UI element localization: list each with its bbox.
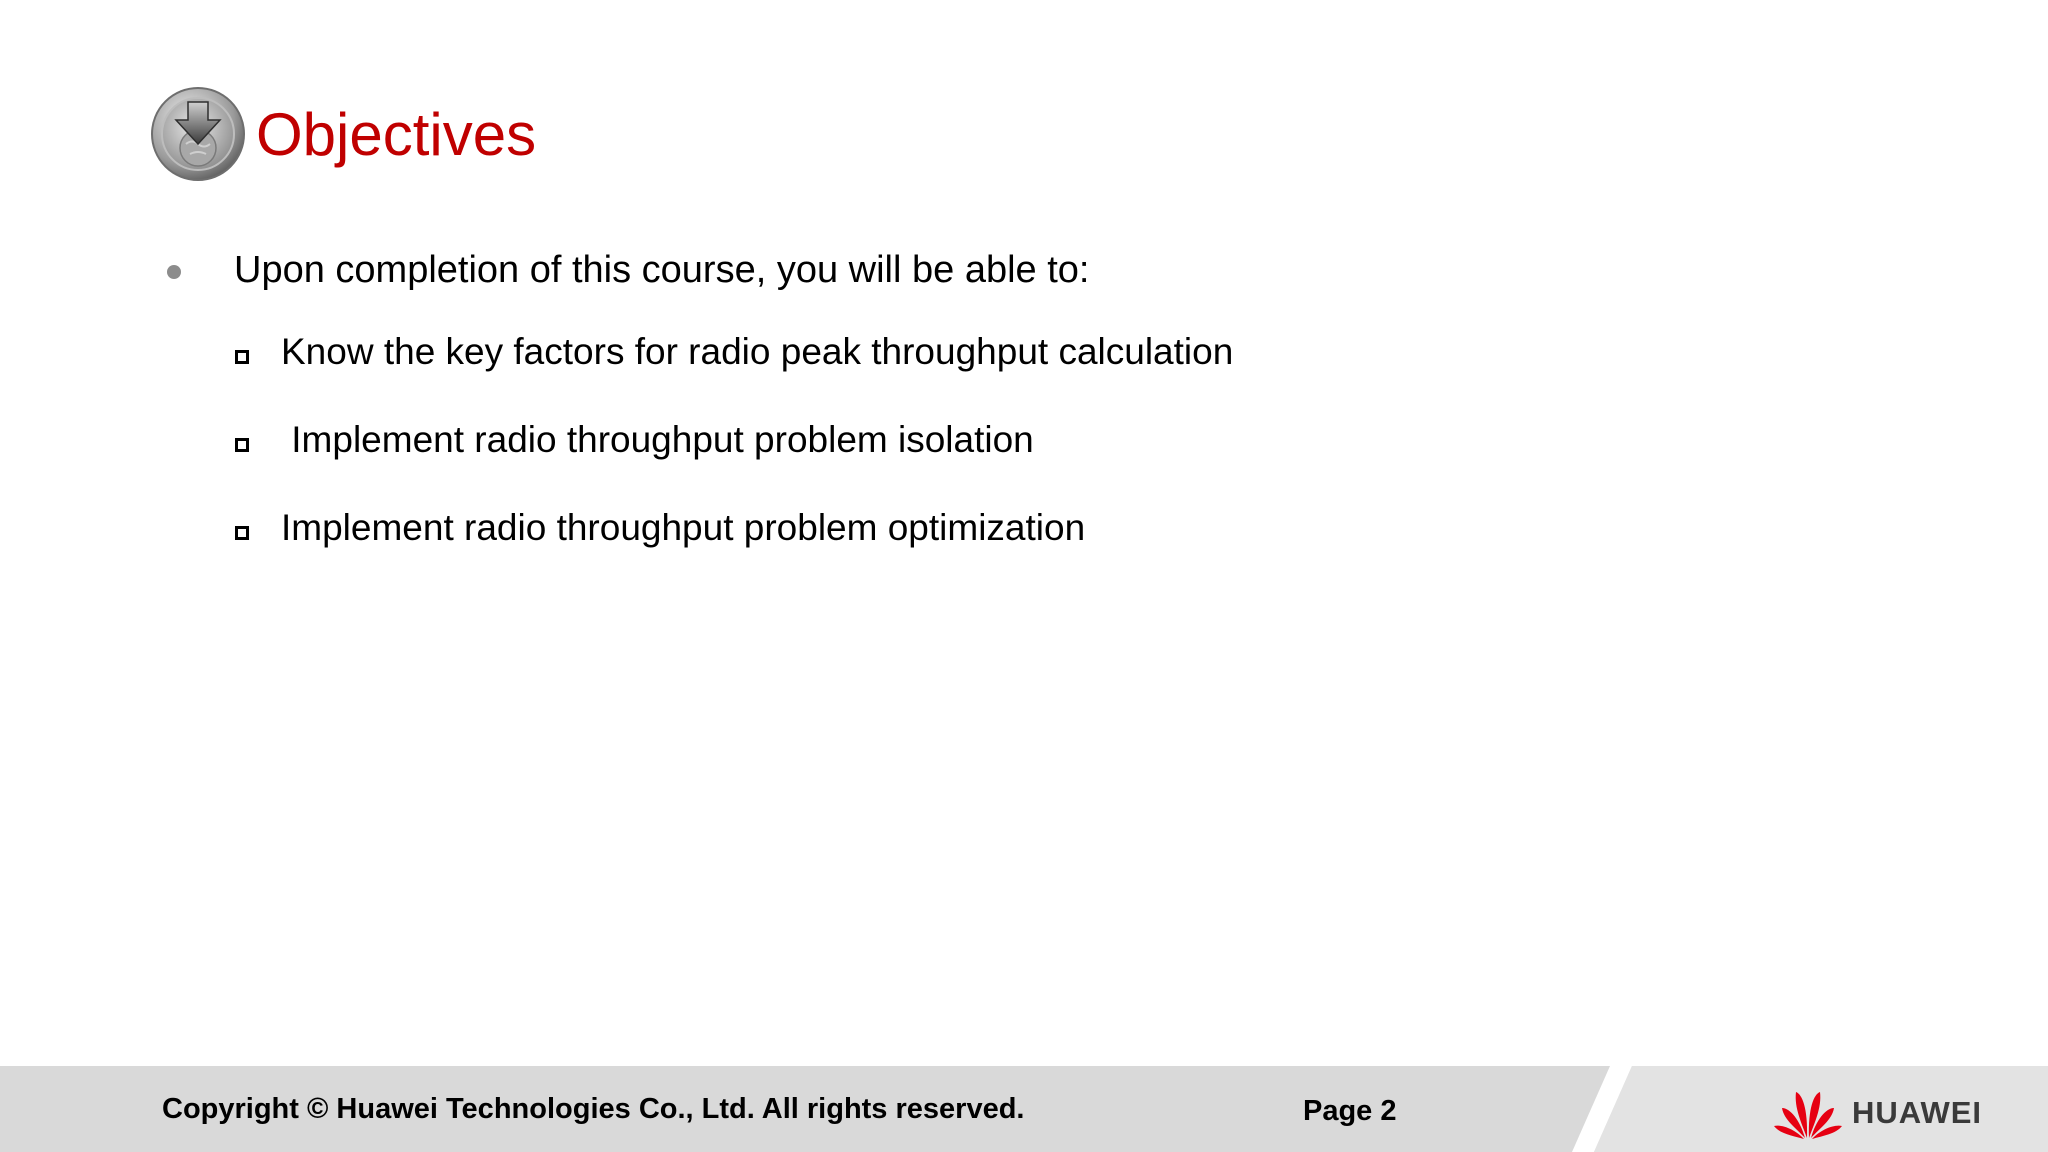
page-number: Page 2 (1303, 1095, 1397, 1127)
objective-item (0, 326, 2048, 380)
slide-title: Objectives (256, 101, 537, 168)
objective-item (0, 502, 2048, 556)
square-bullet-icon (235, 526, 249, 540)
intro-text: Upon completion of this course, you will be able to: (234, 249, 1090, 291)
download-globe-icon (150, 86, 246, 182)
square-bullet-icon (235, 350, 249, 364)
huawei-logo-text: HUAWEI (1852, 1095, 1982, 1130)
footer-bar (0, 1066, 2048, 1152)
bullet-dot-icon (167, 265, 181, 279)
objective-text: Know the key factors for radio peak throughput calculation (281, 331, 1234, 372)
objective-text: Implement radio throughput problem optimization (281, 507, 1086, 548)
square-bullet-icon (235, 438, 249, 452)
intro-bullet (0, 242, 2048, 298)
objective-item (0, 414, 2048, 468)
huawei-logo-icon (1772, 1084, 1844, 1140)
objective-text: Implement radio throughput problem isolation (281, 419, 1034, 460)
copyright-text: Copyright © Huawei Technologies Co., Ltd. All rights reserved. (162, 1093, 1025, 1125)
